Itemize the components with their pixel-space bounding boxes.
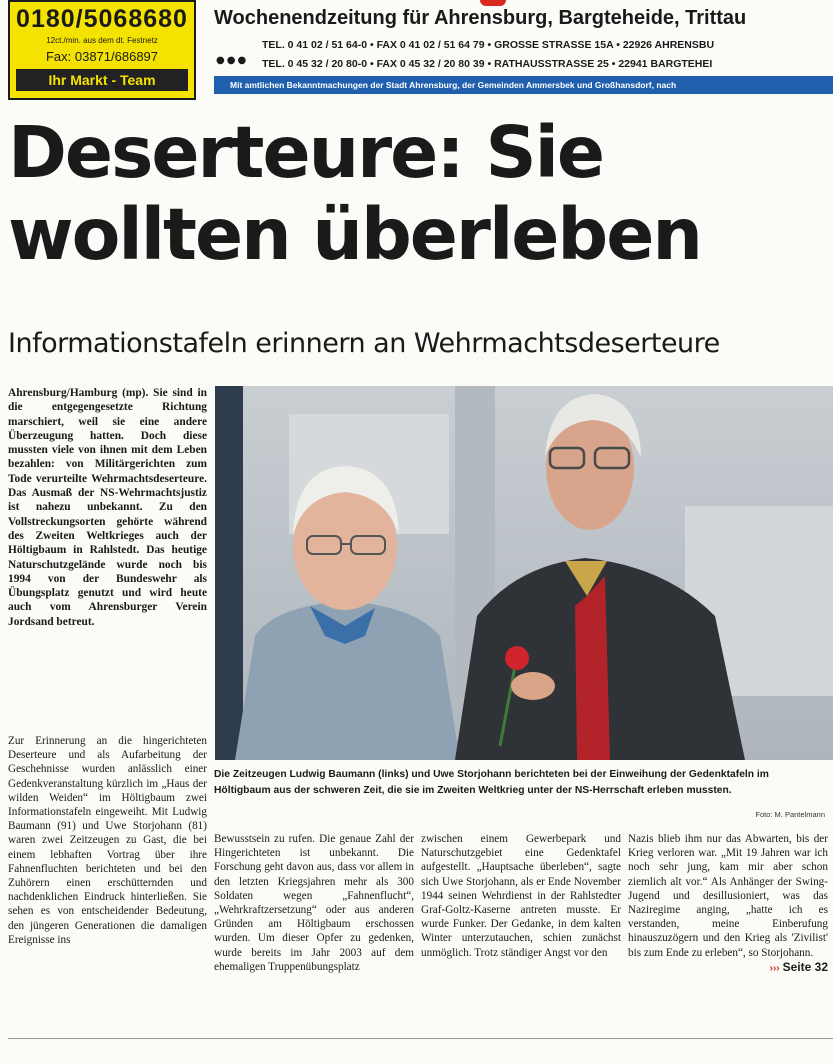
photo-people-illustration — [215, 386, 833, 760]
official-notice-bar: Mit amtlichen Bekanntmachungen der Stadt Ahrensburg, der Gemeinden Ammersbek und Großhansdorf, nach — [214, 76, 833, 94]
dots-icon: ●●● — [216, 55, 249, 66]
contact-ahrensburg: TEL. 0 41 02 / 51 64-0 • FAX 0 41 02 / 51 64 79 • GROSSE STRASSE 15A • 22926 AHRENSBU — [262, 39, 715, 51]
masthead-title: Wochenendzeitung für Ahrensburg, Bargteheide, Trittau — [214, 7, 747, 29]
body-column-3 — [421, 832, 621, 960]
body-column-2 — [214, 832, 414, 974]
continue-arrows-icon: ››› — [769, 962, 780, 974]
article-photo[interactable] — [215, 386, 833, 760]
photo-caption: Die Zeitzeugen Ludwig Baumann (links) und Uwe Storjohann berichteten bei der Einweihung der Gedenktafeln im Höltigbaum aus der schweren Zeit, die sie im Zweiten Weltkrieg unter der NS-Herrschaft erleben mussten. — [214, 769, 769, 796]
photo-credit: Foto: M. Pantelmann — [755, 810, 825, 819]
phone-box — [8, 0, 196, 100]
phone-rate: 12ct./min. aus dem dt. Festnetz — [46, 36, 158, 45]
bottom-divider — [8, 1038, 833, 1039]
body-text-1: Zur Erinnerung an die hingerichteten Deserteure und als Aufarbeitung der Geschehnisse wurden anlässlich einer Gedenkveranstaltung kürzlich im „Haus der wilden Weiden“ im Höltigbaum zwei Informationstafeln eingeweiht. Mit Ludwig Baumann (91) und Uwe Storjohann (81) waren zwei Zeitzeugen zu Gast, die bei einem lebhaften Vortrag über ihre Fahnenfluchten berichteten und bei den Zuhörern einen erschütternden und nachdenklichen Eindruck hinterließen. Sie sehen es von entscheidender Bedeutung, den jüngeren Generationen die damaligen Ereignisse ins — [8, 735, 207, 946]
continued-on-page-link[interactable] — [770, 960, 828, 976]
lead-text: Ahrensburg/Hamburg (mp). Sie sind in die entgegengesetzte Richtung marschiert, weil sie eine andere Überzeugung hatten. Doch diese mussten viele von ihnen mit dem Leben bezahlen: von Militärgerichten zum Tode verurteilte Wehrmachtsdeserteure. Das Ausmaß der NS-Wehrmachtsjustiz ist nahezu unbekannt. Zu den Vollstreckungsorten gehörte während des Zweiten Weltkrieges auch der Höltigbaum in Rahlstedt. Das heutige Naturschutzgelände wurde noch bis 1994 von der Bundeswehr als Übungsplatz genutzt und wird heute auch vom Ahrensburger Verein Jordsand betreut. — [8, 387, 207, 628]
phone-number[interactable]: 0180/5068680 — [16, 5, 188, 33]
market-team-label: Ihr Markt - Team — [16, 69, 188, 91]
continued-page-label: Seite 32 — [782, 959, 828, 974]
subheadline: Informationstafeln erinnern an Wehrmachtsdeserteure — [8, 328, 720, 359]
body-text-3: zwischen einem Gewerbepark und Naturschutzgebiet eine Gedenktafel aufgestellt. „Hauptsache überleben“, sagte sich Uwe Storjohann, als er Ende November 1944 seinen Wehrdienst in der Rahlstedter Graf-Goltz-Kaserne antreten musste. Er wurde Funker. Der Gedanke, in dem kalten Winter unterzutauchen, schien zunächst unmöglich. Trotz ständiger Angst vor den — [421, 833, 621, 959]
body-text-2: Bewusstsein zu rufen. Die genaue Zahl der Hingerichteten ist unbekannt. Die Forschung geht davon aus, dass vor allem in den letzten Kriegsjahren mehr als 300 Soldaten wegen „Fahnenflucht“, „Wehrkraftzersetzung“ oder aus anderen Gründen am Höltigbaum erschossen wurden. Um dieser Opfer zu gedenken, wurde bereits im Jahr 2003 auf dem ehemaligen Truppenübungsplatz — [214, 833, 414, 973]
lead-paragraph — [8, 386, 207, 629]
body-text-4: Nazis blieb ihm nur das Abwarten, bis der Krieg verloren war. „Mit 19 Jahren war ich noch sehr jung, kam mir aber schon ziemlich alt vor.“ Als Anhänger der Swing-Jugend und desillusioniert, was das Naziregime anging, „hatte ich es verstanden, meine Einberufung hinauszuzögern und den Krieg als 'Zivilist' bis zum Ende zu erleben“, so Storjohann. — [628, 833, 828, 959]
body-column-4 — [628, 832, 828, 976]
body-column-1 — [8, 734, 207, 947]
headline: Deserteure: Sie wollten überleben — [8, 111, 701, 276]
contact-bargteheide: TEL. 0 45 32 / 20 80-0 • FAX 0 45 32 / 20 80 39 • RATHAUSSTRASSE 25 • 22941 BARGTEHEI — [262, 58, 713, 70]
fax-number: Fax: 03871/686897 — [45, 49, 159, 64]
